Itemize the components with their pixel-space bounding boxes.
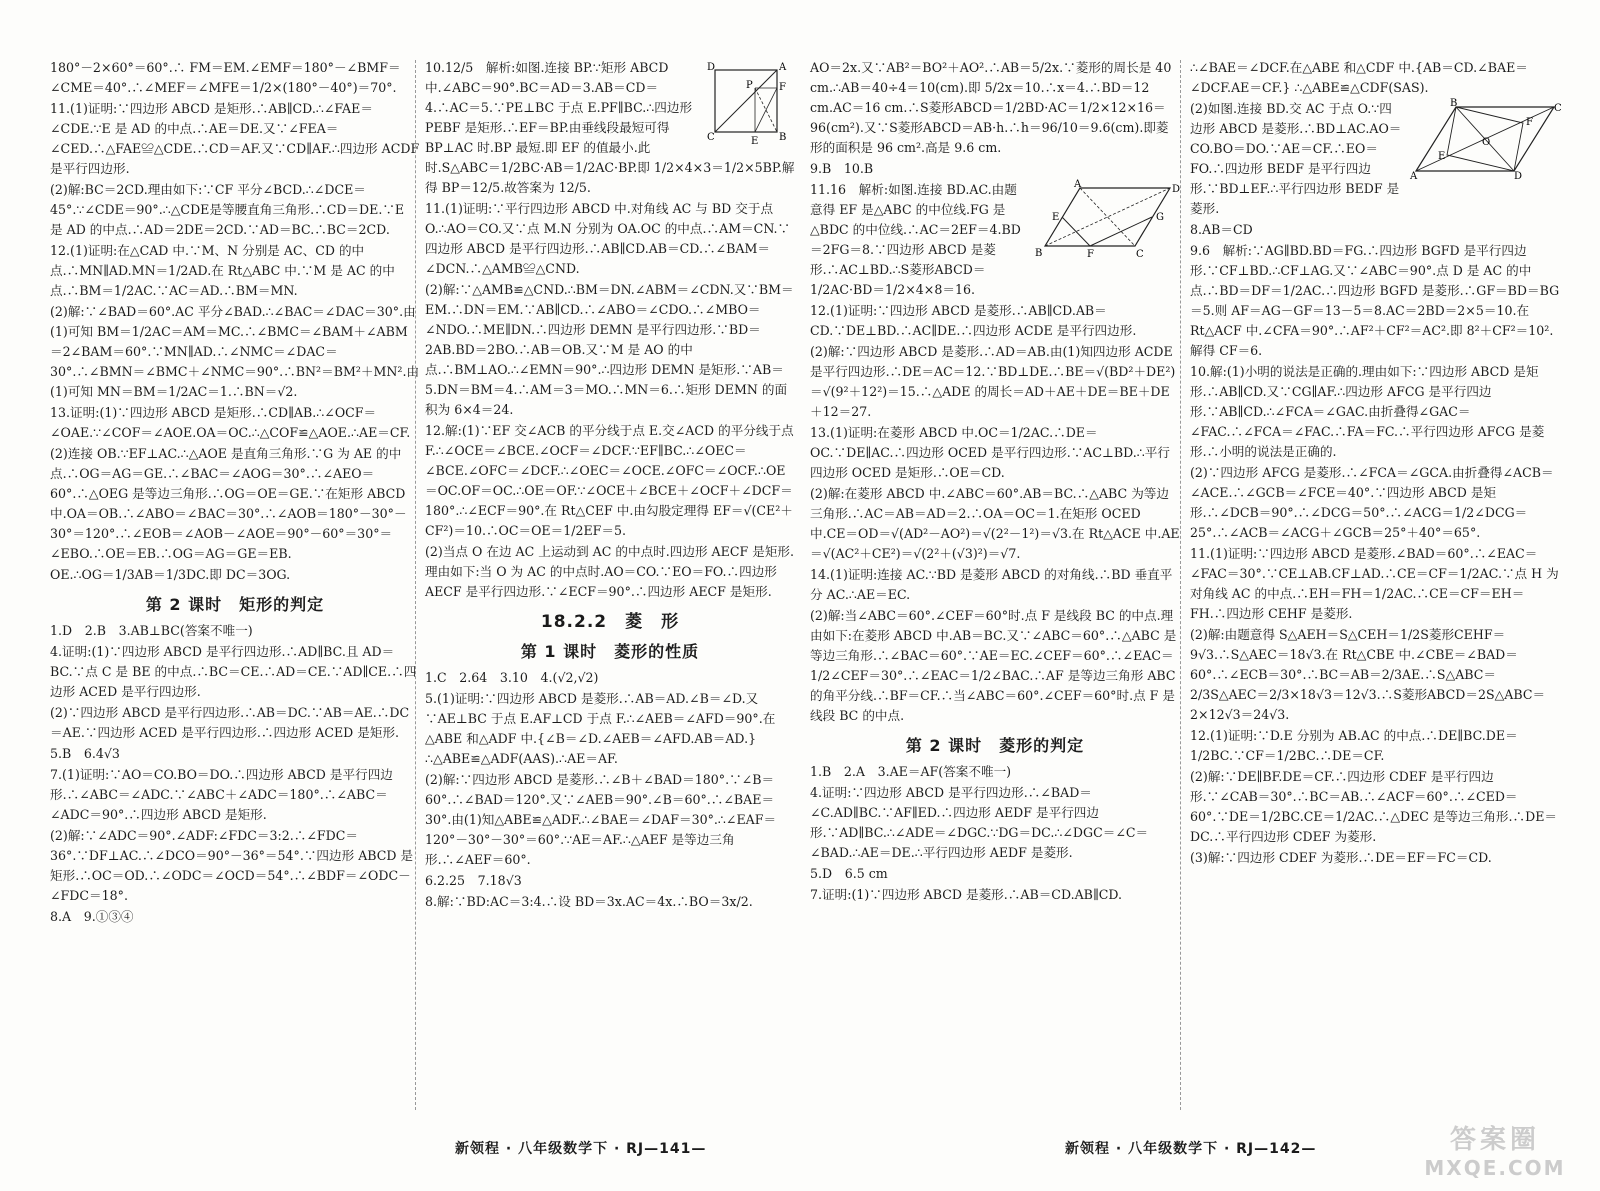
- paragraph: (2)解:∵∠ADC＝90°.∠ADF:∠FDC＝3:2.∴∠FDC＝36°.∵DF⊥AC.∴∠DCO＝90°－36°＝54°.∵四边形 ABCD 是矩形.∴OC＝OD.∴∠ODC＝∠OCD＝54°.∴∠BDF＝∠ODC－∠FDC＝18°.: [50, 828, 414, 903]
- label-F: F: [1526, 117, 1533, 128]
- paragraph: 12.(1)证明:∵四边形 ABCD 是菱形.∴AB∥CD.AB＝CD.∵DE⊥BD.∴AC∥DE.∴四边形 ACDE 是平行四边形.: [810, 303, 1137, 338]
- label-B: B: [1450, 98, 1458, 109]
- paragraph: ∴∠BAE＝∠DCF.在△ABE 和△CDF 中.{AB＝CD.∠BAE＝∠DCF.AE＝CF.} ∴△ABE≌△CDF(SAS).: [1190, 60, 1528, 95]
- paragraph: 12.(1)证明:∵D.E 分别为 AB.AC 的中点.∴DE∥BC.DE＝1/2BC.∵CF＝1/2BC.∴DE＝CF.: [1190, 728, 1518, 763]
- paragraph: 5.B 6.4√3: [50, 746, 120, 761]
- paragraph: (2)解:∵DE∥BF.DE＝CF.∴四边形 CDEF 是平行四边形.∵∠CAB＝30°.∴BC＝AB.∴∠ACF＝60°.∴∠CED＝60°.∵DE＝1/2BC.CE＝1/2AC.∴△DEC 是等边三角形.∴DE＝DC.∴平行四边形 CDEF 为菱形.: [1190, 769, 1557, 844]
- paragraph: (2)解:BC＝2CD.理由如下:∵CF 平分∠BCD.∴∠DCE＝45°.∵∠CDE＝90°.∴△CDE是等腰直角三角形.∴CD＝DE.∵E 是 AD 的中点.∴AD＝2DE＝2CD.∵AD＝BC.∴BC＝2CD.: [50, 182, 405, 237]
- label-O: O: [1482, 137, 1491, 148]
- paragraph: 13.证明:(1)∵四边形 ABCD 是矩形.∴CD∥AB.∴∠OCF＝∠OAE.∵∠COF＝∠AOE.OA＝OC.∴△COF≌△AOE.∴AE＝CF.: [50, 405, 411, 440]
- paragraph: (2)∵四边形 AFCG 是菱形.∴∠FCA＝∠GCA.由折叠得∠ACB＝∠ACE.∴∠GCB＝∠FCE＝40°.∵四边形 ABCD 是矩形.∴∠DCB＝90°.∴∠DCG＝50°.∴∠ACG＝1/2∠DCG＝25°.∴∠ACB＝∠ACG＋∠GCB＝25°＋40°＝65°.: [1190, 465, 1554, 540]
- paragraph: 180°－2×60°＝60°.∴ FM＝EM.∠EMF＝180°－∠BMF＝∠CME＝40°.∴∠MEF＝∠MFE＝1/2×(180°－40°)＝70°.: [50, 60, 401, 95]
- paragraph: (2)解:∵△AMB≌△CND.∴BM＝DN.∠ABM＝∠CDN.又∵BM＝EM.∴DN＝EM.∵AB∥CD.∴∠ABO＝∠CDO.∴∠MBO＝∠NDO.∴ME∥DN.∴四边形 DEMN 是平行四边形.∵BD＝2AB.BD＝2BO.∴AB＝OB.又∵M 是 AO 的中点.∴BM⊥AO.∴∠EMN＝90°.∴四边形 DEMN 是矩形.∵AB＝5.DN＝BM＝4.∴AM＝3＝MO.∴MN＝6.∴矩形 DEMN 的面积为 6×4＝24.: [425, 282, 794, 417]
- paragraph: 8.解:∵BD:AC＝3:4.∴设 BD＝3x.AC＝4x.∴BO＝3x/2.: [425, 894, 753, 909]
- paragraph: 13.(1)证明:在菱形 ABCD 中.OC＝1/2AC.∴DE＝OC.∵DE∥AC.∴四边形 OCED 是平行四边形.∵AC⊥BD.∴平行四边形 OCED 是矩形.∴OE＝CD.: [810, 425, 1170, 480]
- section-title: 第 1 课时 菱形的性质: [520, 642, 700, 661]
- label-A: A: [1410, 171, 1418, 182]
- section-title: 第 2 课时 菱形的判定: [905, 736, 1085, 755]
- label-C: C: [1136, 249, 1144, 260]
- label-E: E: [1438, 151, 1446, 162]
- paragraph: 7.证明:(1)∵四边形 ABCD 是菱形.∴AB＝CD.AB∥CD.: [810, 887, 1123, 902]
- paragraph: (3)解:∵四边形 CDEF 为菱形.∴DE＝EF＝FC＝CD.: [1190, 850, 1492, 865]
- rhombus-figure: [1030, 180, 1180, 260]
- paragraph: (2)解:∵∠BAD＝60°.AC 平分∠BAD.∴∠BAC＝∠DAC＝30°.由(1)可知 BM＝1/2AC＝AM＝MC.∴∠BMC＝∠BAM＋∠ABM＝2∠BAM＝60°.∵MN∥AD.∴∠NMC＝∠DAC＝30°.∴∠BMN＝∠BMC＋∠NMC＝90°.∴BN²＝BM²＋MN².由(1)可知 MN＝BM＝1/2AC＝1.∴BN＝√2.: [50, 304, 420, 399]
- paragraph: 1.B 2.A 3.AE＝AF(答案不唯一): [810, 764, 1012, 779]
- paragraph: 10.12/5 解析:如图.连接 BP.∵矩形 ABCD 中.∠ABC＝90°.BC＝AD＝3.AB＝CD＝4.∴AC＝5.∵PE⊥BC 于点 E.PF∥BC.∴四边形 PEBF 是矩形.∴EF＝BP.由垂线段最短可得 BP⊥AC 时.BP 最短.即 EF 的值最小.此时.S△ABC＝1/2BC·AB＝1/2AC·BP.即 1/2×4×3＝1/2×5BP.解得 BP＝12/5.故答案为 12/5.: [425, 60, 795, 195]
- section-title: 第 2 课时 矩形的判定: [145, 595, 325, 614]
- column-divider: [415, 60, 416, 1110]
- column-4: [1190, 58, 1560, 1128]
- paragraph: 8.A 9.①③④: [50, 909, 134, 924]
- paragraph: 8.AB＝CD: [1190, 222, 1253, 237]
- paragraph: (2)如图.连接 BD.交 AC 于点 O.∵四边形 ABCD 是菱形.∴BD⊥AC.AO＝CO.BO＝DO.∵AE＝CF.∴EO＝FO.∴四边形 BEDF 是平行四边形.∵BD⊥EF.∴平行四边形 BEDF 是菱形.: [1190, 101, 1402, 216]
- label-E: E: [751, 136, 759, 147]
- section-title: 18.2.2 菱 形: [540, 612, 680, 632]
- label-D: D: [1172, 184, 1181, 195]
- label-A: A: [1074, 179, 1082, 190]
- paragraph: AO＝2x.又∵AB²＝BO²＋AO².∴AB＝5/2x.∵菱形的周长是 40 cm.∴AB＝40÷4＝10(cm).即 5/2x＝10.∴x＝4.∴BD＝12 cm.AC＝16 cm.∴S菱形ABCD＝1/2BD·AC＝1/2×12×16＝96(cm²).又∵S菱形ABCD＝AB·h.∴h＝96/10＝9.6(cm).即菱形的面积是 96 cm².高是 9.6 cm.: [810, 60, 1172, 155]
- label-G: G: [1156, 212, 1164, 223]
- rectangle-figure: [705, 58, 795, 148]
- paragraph: (2)解:由题意得 S△AEH＝S△CEH＝1/2S菱形CEHF＝9√3.∴S△AEC＝18√3.在 Rt△CBE 中.∠CBE＝∠BAD＝60°.∴∠ECB＝30°.∴BC＝AB＝2/3AE.∴S△ABC＝2/3S△AEC＝2/3×18√3＝12√3.∴S菱形ABCD＝2S△ABC＝2×12√3＝24√3.: [1190, 627, 1546, 722]
- paragraph: (2)解:∵四边形 ABCD 是菱形.∴AD＝AB.由(1)知四边形 ACDE 是平行四边形.∴DE＝AC＝12.∵BD⊥DE.∴BE＝√(BD²＋DE²)＝√(9²＋12²)＝15.∴△ADE 的周长＝AD＋AE＋DE＝BE＋DE＋12＝27.: [810, 344, 1176, 419]
- page-footer: 新领程 · 八年级数学下 · RJ—142—: [1065, 1141, 1317, 1157]
- label-C: C: [1554, 103, 1562, 114]
- paragraph: 14.(1)证明:连接 AC.∵BD 是菱形 ABCD 的对角线.∴BD 垂直平分 AC.∴AE＝EC.: [810, 567, 1173, 602]
- paragraph: 11.16 解析:如图.连接 BD.AC.由题意得 EF 是△ABC 的中位线.FG 是△BDC 的中位线.∴AC＝2EF＝4.BD＝2FG＝8.∵四边形 ABCD 是菱形.∴AC⊥BD.∴S菱形ABCD＝1/2AC·BD＝1/2×4×8＝16.: [810, 182, 1021, 297]
- label-F: F: [779, 82, 786, 93]
- paragraph: (2)∵四边形 ABCD 是平行四边形.∴AB＝DC.∵AB＝AE.∴DC＝AE.∵四边形 ACED 是平行四边形.∴四边形 ACED 是矩形.: [50, 705, 410, 740]
- paragraph: (2)解:当∠ABC＝60°.∠CEF＝60°时.点 F 是线段 BC 的中点.理由如下:在菱形 ABCD 中.AB＝BC.又∵∠ABC＝60°.∴△ABC 是等边三角形.∴∠BAC＝60°.∵AE＝EC.∠CEF＝60°.∴∠EAC＝1/2∠CEF＝30°.∴∠EAC＝1/2∠BAC.∴AF 是等边三角形 ABC 的角平分线.∴BF＝CF.∴当∠ABC＝60°.∠CEF＝60°时.点 F 是线段 BC 的中点.: [810, 608, 1177, 723]
- paragraph: 5.D 6.5 cm: [810, 866, 888, 881]
- paragraph: 6.2.25 7.18√3: [425, 873, 522, 888]
- paragraph: OE.∴OG＝1/3AB＝1/3DC.即 DC＝3OG.: [50, 567, 291, 582]
- paragraph: 11.(1)证明:∵四边形 ABCD 是矩形.∴AB∥CD.∴∠FAE＝∠CDE.∵E 是 AD 的中点.∴AE＝DE.又∵∠FEA＝∠CED.∴△FAE≌△CDE.∴CD＝AF.又∵CD∥AF.∴四边形 ACDF 是平行四边形.: [50, 101, 420, 176]
- watermark-logo: [1410, 1119, 1580, 1180]
- paragraph: (2)连接 OB.∵EF⊥AC.∴△AOE 是直角三角形.∵G 为 AE 的中点.∴OG＝AG＝GE.∴∠BAC＝∠AOG＝30°.∴∠AEO＝60°.∴△OEG 是等边三角形.∴OG＝OE＝GE.∵在矩形 ABCD 中.OA＝OB.∴∠ABO＝∠BAC＝30°.∴∠AOB＝180°－30°－30°＝120°.∴∠EOB＝∠AOB－∠AOE＝90°－60°＝30°＝∠EBO.∴OE＝EB.∴OG＝AG＝GE＝EB.: [50, 446, 407, 561]
- paragraph: 7.(1)证明:∵AO＝CO.BO＝DO.∴四边形 ABCD 是平行四边形.∴∠ABC＝∠ADC.∵∠ABC＋∠ADC＝180°.∴∠ABC＝∠ADC＝90°.∴四边形 ABCD 是矩形.: [50, 767, 393, 822]
- paragraph: 1.C 2.64 3.10 4.(√2,√2): [425, 670, 599, 685]
- paragraph: 1.D 2.B 3.AB⊥BC(答案不唯一): [50, 623, 253, 638]
- paragraph: 12.(1)证明:在△CAD 中.∵M、N 分别是 AC、CD 的中点.∴MN∥AD.MN＝1/2AD.在 Rt△ABC 中.∵M 是 AC 的中点.∴BM＝1/2AC.∵AC＝AD.∴BM＝MN.: [50, 243, 395, 298]
- column-1: [50, 58, 420, 1128]
- column-divider: [1180, 60, 1181, 1110]
- label-E: E: [1052, 212, 1060, 223]
- label-F: F: [1087, 249, 1094, 260]
- paragraph: (2)解:在菱形 ABCD 中.∠ABC＝60°.AB＝BC.∴△ABC 为等边三角形.∴AC＝AB＝AD＝2.∴OA＝OC＝1.在矩形 OCED 中.CE＝OD＝√(AD²－AO²)＝√(2²－1²)＝√3.在 Rt△ACE 中.AE＝√(AC²＋CE²)＝√(2²＋(√3)²)＝√7.: [810, 486, 1180, 561]
- right-page: [800, 0, 1600, 1191]
- paragraph: 5.(1)证明:∵四边形 ABCD 是菱形.∴AB＝AD.∠B＝∠D.又∵AE⊥BC 于点 E.AF⊥CD 于点 F.∴∠AEB＝∠AFD＝90°.在△ABE 和△ADF 中.{∠B＝∠D.∠AEB＝∠AFD.AB＝AD.} ∴△ABE≌△ADF(AAS).∴AE＝AF.: [425, 691, 776, 766]
- page-footer: 新领程 · 八年级数学下 · RJ—141—: [455, 1141, 707, 1157]
- paragraph: 9.6 解析:∵AG∥BD.BD＝FG.∴四边形 BGFD 是平行四边形.∵CF⊥BD.∴CF⊥AG.又∵∠ABC＝90°.点 D 是 AC 的中点.∴BD＝DF＝1/2AC.∴四边形 BGFD 是菱形.∴GF＝BD＝BG＝5.则 AF＝AG－GF＝13－5＝8.AC＝2BD＝2×5＝10.在 Rt△ACF 中.∠CFA＝90°.∴AF²＋CF²＝AC².即 8²＋CF²＝10².解得 CF＝6.: [1190, 243, 1560, 358]
- paragraph: 4.证明:∵四边形 ABCD 是平行四边形.∴∠BAD＝∠C.AD∥BC.∵AF∥ED.∴四边形 AEDF 是平行四边形.∵AD∥BC.∴∠ADE＝∠DGC.∵DG＝DC.∴∠DGC＝∠C＝∠BAD.∴AE＝DE.∴平行四边形 AEDF 是菱形.: [810, 785, 1149, 860]
- label-P: P: [746, 80, 753, 91]
- label-A: A: [779, 62, 787, 73]
- label-B: B: [779, 132, 787, 143]
- paragraph: (2)当点 O 在边 AC 上运动到 AC 的中点时.四边形 AECF 是矩形.理由如下:当 O 为 AC 的中点时.AO＝CO.∵EO＝FO.∴四边形 AECF 是平行四边形.∵∠ECF＝90°.∴四边形 AECF 是矩形.: [425, 544, 795, 599]
- parallelogram-figure: [1410, 98, 1562, 182]
- column-2: [425, 58, 795, 1128]
- watermark-top: 答案圈: [1449, 1125, 1540, 1155]
- paragraph: 9.B 10.B: [810, 161, 874, 176]
- paragraph: 10.解:(1)小明的说法是正确的.理由如下:∵四边形 ABCD 是矩形.∴AB∥CD.又∵CG∥AF.∴四边形 AFCG 是平行四边形.∵AB∥CD.∴∠FCA＝∠GAC.由折叠得∠GAC＝∠FAC.∴∠FCA＝∠FAC.∴FA＝FC.∴平行四边形 AFCG 是菱形.∴小明的说法是正确的.: [1190, 364, 1545, 459]
- column-3: [810, 58, 1180, 1128]
- paragraph: 11.(1)证明:∵平行四边形 ABCD 中.对角线 AC 与 BD 交于点 O.∴AO＝CO.又∵点 M.N 分别为 OA.OC 的中点.∴AM＝CN.∵四边形 ABCD 是平行四边形.∴AB∥CD.AB＝CD.∴∠BAM＝∠DCN.∴△AMB≌△CND.: [425, 201, 791, 276]
- label-D: D: [1514, 171, 1523, 182]
- label-B: B: [1035, 248, 1043, 259]
- label-C: C: [707, 132, 715, 143]
- paragraph: 12.解:(1)∵EF 交∠ACB 的平分线于点 E.交∠ACD 的平分线于点 F.∴∠OCE＝∠BCE.∠OCF＝∠DCF.∵EF∥BC.∴∠OEC＝∠BCE.∠OFC＝∠DCF.∴∠OEC＝∠OCE.∠OFC＝∠OCF.∴OE＝OC.OF＝OC.∴OE＝OF.∵∠OCE＋∠BCE＋∠OCF＋∠DCF＝180°.∴∠ECF＝90°.在 Rt△CEF 中.由勾股定理得 EF＝√(CE²＋CF²)＝10.∴OC＝OE＝1/2EF＝5.: [425, 423, 794, 538]
- label-D: D: [707, 62, 716, 73]
- paragraph: 4.证明:(1)∵四边形 ABCD 是平行四边形.∴AD∥BC.且 AD＝BC.∵点 C 是 BE 的中点.∴BC＝CE.∴AD＝CE.∵AD∥CE.∴四边形 ACED 是平行四边形.: [50, 644, 417, 699]
- paragraph: 11.(1)证明:∵四边形 ABCD 是菱形.∠BAD＝60°.∴∠EAC＝∠FAC＝30°.∵CE⊥AB.CF⊥AD.∴CE＝CF＝1/2AC.∵点 H 为对角线 AC 的中点.∴EH＝FH＝1/2AC.∴CE＝CF＝EH＝FH.∴四边形 CEHF 是菱形.: [1190, 546, 1559, 621]
- paragraph: (2)解:∵四边形 ABCD 是菱形.∴∠B＋∠BAD＝180°.∵∠B＝60°.∴∠BAD＝120°.又∵∠AEB＝90°.∠B＝60°.∴∠BAE＝30°.由(1)知△ABE≌△ADF.∴∠BAE＝∠DAF＝30°.∴∠EAF＝120°－30°－30°＝60°.∵AE＝AF.∴△AEF 是等边三角形.∴∠AEF＝60°.: [425, 772, 777, 867]
- watermark-bottom: MXQE.COM: [1424, 1156, 1566, 1180]
